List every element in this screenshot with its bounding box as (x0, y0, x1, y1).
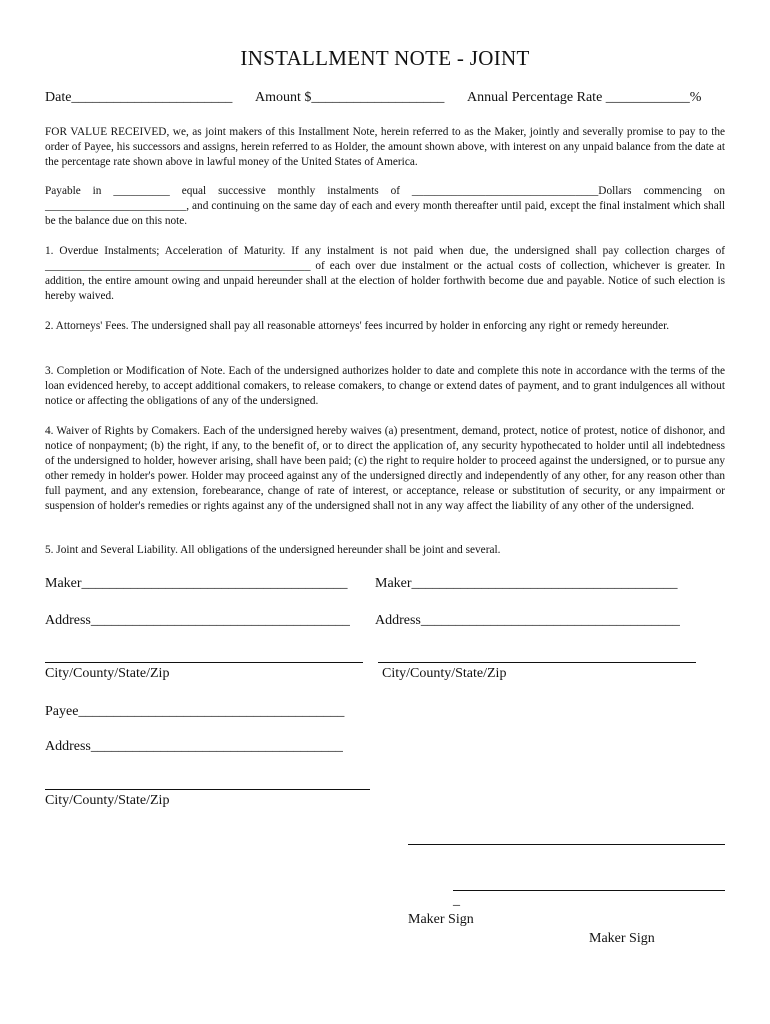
payable-paragraph: Payable in __________ equal successive monthly instalments of _________________________________Dollars commencing on _________________________, and continuing on the same day of each and every month thereafter until paid, except the final instalment which shall be the balance due on this note. (45, 185, 725, 227)
payee-city-label: City/County/State/Zip (45, 793, 170, 808)
attorneys-fees-paragraph: 2. Attorneys' Fees. The undersigned shall pay all reasonable attorneys' fees incurred by holder in enforcing any right or remedy hereunder. (45, 320, 670, 332)
maker-sign-1-line[interactable] (408, 844, 725, 845)
maker-1-city-label: City/County/State/Zip (45, 666, 170, 681)
maker-2-address-field[interactable]: Address_____________________________________ (375, 613, 680, 628)
payee-address-field[interactable]: Address____________________________________ (45, 739, 343, 754)
waiver-of-rights-paragraph: 4. Waiver of Rights by Comakers. Each of the undersigned hereby waives (a) presentment, demand, protect, notice of protest, notice of dishonor, and notice of nonpayment; (b) the right, if any, to the benefit of, or to direct the application of, any security hypothecated to holder until all indebtedness of the undersigned to holder, however arising, shall have been paid; (c) the right to require holder to proceed against the undersigned, or to pursue any other remedy in holder's power. Holder may proceed against any of the undersigned directly and independently of any other, for any reason other than full payment, and any extension, forebearance, change of rate of interest, or acceptance, release or substitution of security, or any impairment or suspension of holder's remedies or rights against any of the undersigned shall not in any way affect the liability of any other of the undersigned. (45, 425, 725, 512)
maker-sign-2-line[interactable] (453, 890, 725, 891)
amount-field[interactable]: Amount $___________________ (255, 90, 445, 105)
intro-paragraph: FOR VALUE RECEIVED, we, as joint makers of this Installment Note, herein referred to as the Maker, jointly and severally promise to pay to the order of Payee, his successors and assigns, herein referred to as Holder, the amount shown above, with interest on any unpaid balance from the date at the percentage rate shown above in lawful money of the United States of America. (45, 126, 725, 168)
overdue-instalments-paragraph: 1. Overdue Instalments; Acceleration of Maturity. If any instalment is not paid when due, the undersigned shall pay collection charges of _______________________________________________ of each over due instalment or the actual costs of collection, whichever is greater. In addition, the entire amount owing and unpaid hereunder shall at the election of holder forthwith become due and payable. Notice of such election is hereby waived. (45, 245, 725, 302)
maker-sign-2-label: Maker Sign (589, 931, 655, 946)
maker-1-field[interactable]: Maker______________________________________ (45, 576, 348, 591)
maker-2-city-label: City/County/State/Zip (382, 666, 507, 681)
joint-liability-paragraph: 5. Joint and Several Liability. All obligations of the undersigned hereunder shall be joint and several. (45, 544, 501, 556)
signature-dash: _ (453, 893, 460, 908)
maker-1-address-field[interactable]: Address_____________________________________ (45, 613, 350, 628)
payee-field[interactable]: Payee______________________________________ (45, 704, 345, 719)
payee-city-line[interactable] (45, 789, 370, 790)
maker-2-city-line[interactable] (378, 662, 696, 663)
document-title: INSTALLMENT NOTE - JOINT (240, 46, 530, 70)
maker-1-city-line[interactable] (45, 662, 363, 663)
maker-2-field[interactable]: Maker______________________________________ (375, 576, 678, 591)
date-field[interactable]: Date_______________________ (45, 90, 233, 105)
maker-sign-1-label: Maker Sign (408, 912, 474, 927)
completion-modification-paragraph: 3. Completion or Modification of Note. Each of the undersigned authorizes holder to date and complete this note in accordance with the terms of the loan evidenced hereby, to accept additional comakers, to release comakers, to change or extend dates of payment, and to grant indulgences all without notice or affecting the obligations of any of the undersigned. (45, 365, 725, 407)
apr-field[interactable]: Annual Percentage Rate ____________% (467, 90, 702, 105)
